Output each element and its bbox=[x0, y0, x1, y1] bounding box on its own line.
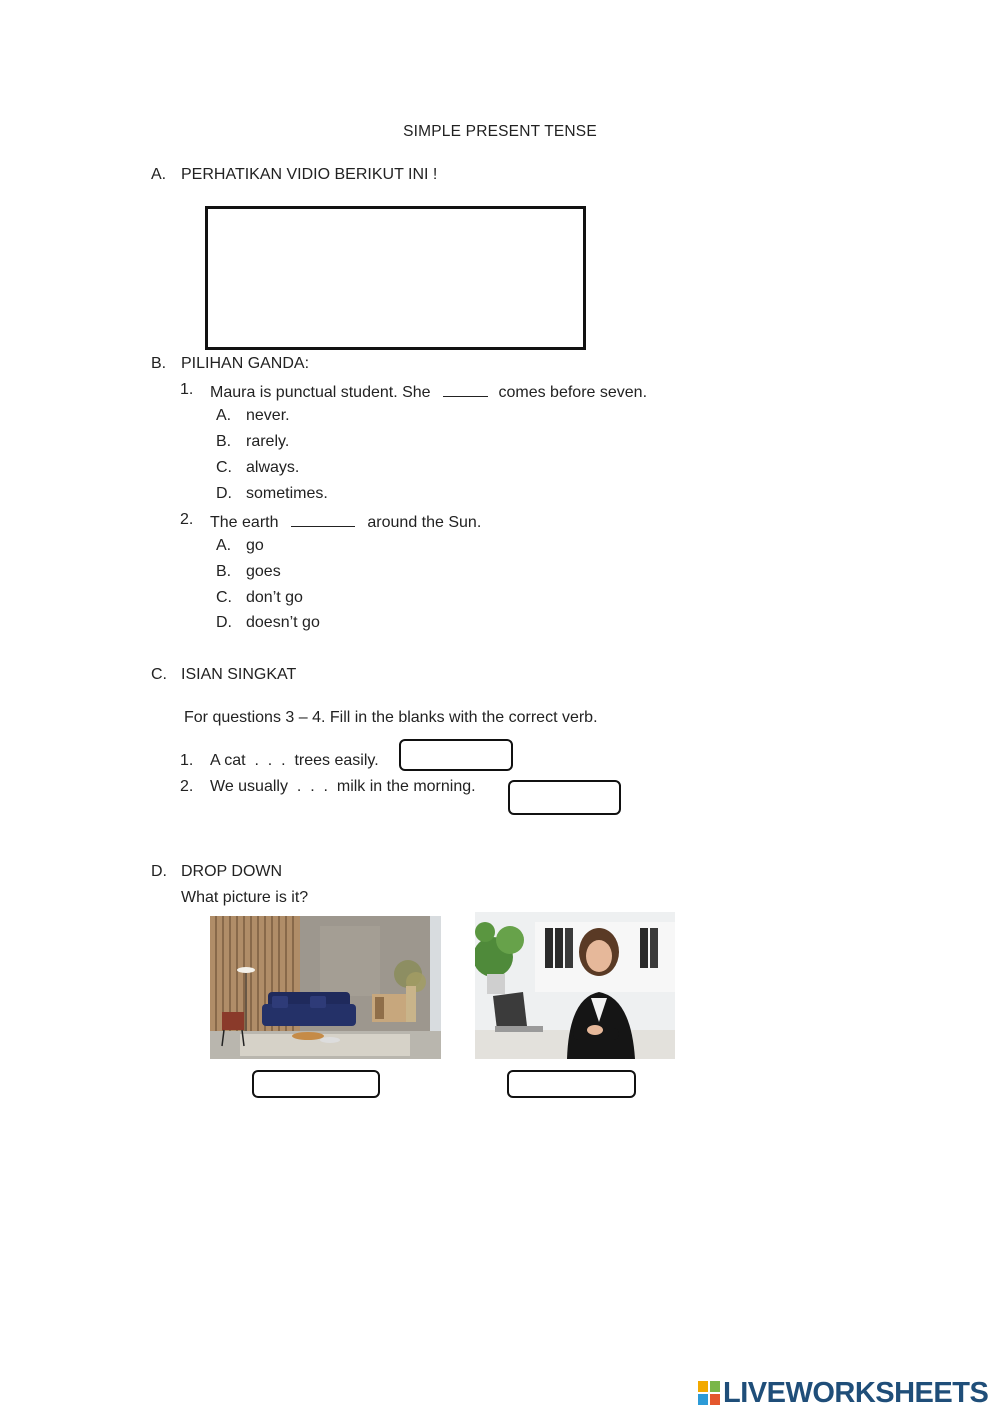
q1-option-a-text[interactable]: never. bbox=[246, 407, 290, 424]
question-2-text-after: around the Sun. bbox=[367, 514, 482, 531]
fill-item-1-text: A cat . . . trees easily. bbox=[210, 752, 379, 769]
question-1-number: 1. bbox=[180, 381, 194, 398]
q2-option-c-letter[interactable]: C. bbox=[216, 589, 232, 606]
fill-item-1-number: 1. bbox=[180, 752, 194, 769]
q1-option-b-text[interactable]: rarely. bbox=[246, 433, 290, 450]
fill-item-1-input[interactable] bbox=[399, 739, 513, 771]
q1-option-c-text[interactable]: always. bbox=[246, 459, 300, 476]
q2-option-c-text[interactable]: don’t go bbox=[246, 589, 303, 606]
question-2-blank bbox=[291, 512, 355, 527]
video-frame[interactable] bbox=[205, 206, 586, 350]
fill-item-2-text: We usually . . . milk in the morning. bbox=[210, 778, 476, 795]
section-b-heading: PILIHAN GANDA: bbox=[181, 355, 310, 372]
q1-option-d-letter[interactable]: D. bbox=[216, 485, 232, 502]
drop-down-2[interactable] bbox=[507, 1070, 636, 1098]
liveworksheets-logo-icon bbox=[697, 1380, 721, 1406]
q2-option-d-letter[interactable]: D. bbox=[216, 614, 232, 631]
section-a-marker: A. bbox=[151, 166, 167, 183]
question-1-text-before: Maura is punctual student. She bbox=[210, 384, 431, 401]
section-c-heading: ISIAN SINGKAT bbox=[181, 666, 297, 683]
drop-down-1[interactable] bbox=[252, 1070, 380, 1098]
q2-option-b-text[interactable]: goes bbox=[246, 563, 281, 580]
fill-item-2-input[interactable] bbox=[508, 780, 621, 815]
question-1-blank bbox=[443, 382, 488, 397]
question-2-text-before: The earth bbox=[210, 514, 279, 531]
section-d-marker: D. bbox=[151, 863, 167, 880]
question-1-text-after: comes before seven. bbox=[498, 384, 648, 401]
section-c-marker: C. bbox=[151, 666, 167, 683]
section-a-heading: PERHATIKAN VIDIO BERIKUT INI ! bbox=[181, 166, 438, 183]
liveworksheets-logo bbox=[697, 1378, 988, 1408]
q2-option-a-text[interactable]: go bbox=[246, 537, 264, 554]
section-d-question: What picture is it? bbox=[181, 889, 309, 906]
living-room-picture bbox=[210, 916, 441, 1059]
q2-option-d-text[interactable]: doesn’t go bbox=[246, 614, 320, 631]
section-b-marker: B. bbox=[151, 355, 167, 372]
section-c-instruction: For questions 3 – 4. Fill in the blanks with the correct verb. bbox=[184, 709, 598, 726]
fill-item-2-number: 2. bbox=[180, 778, 194, 795]
q1-option-a-letter[interactable]: A. bbox=[216, 407, 232, 424]
question-1 bbox=[210, 382, 647, 401]
q2-option-b-letter[interactable]: B. bbox=[216, 563, 232, 580]
q2-option-a-letter[interactable]: A. bbox=[216, 537, 232, 554]
living-room-illustration bbox=[210, 916, 441, 1059]
office-woman-illustration bbox=[475, 912, 675, 1059]
question-2 bbox=[210, 512, 481, 531]
office-woman-picture bbox=[475, 912, 675, 1059]
q1-option-c-letter[interactable]: C. bbox=[216, 459, 232, 476]
liveworksheets-wordmark: LIVEWORKSHEETS bbox=[723, 1376, 989, 1409]
question-2-number: 2. bbox=[180, 511, 194, 528]
page-title: SIMPLE PRESENT TENSE bbox=[403, 123, 597, 140]
q1-option-d-text[interactable]: sometimes. bbox=[246, 485, 328, 502]
section-d-heading: DROP DOWN bbox=[181, 863, 283, 880]
q1-option-b-letter[interactable]: B. bbox=[216, 433, 232, 450]
